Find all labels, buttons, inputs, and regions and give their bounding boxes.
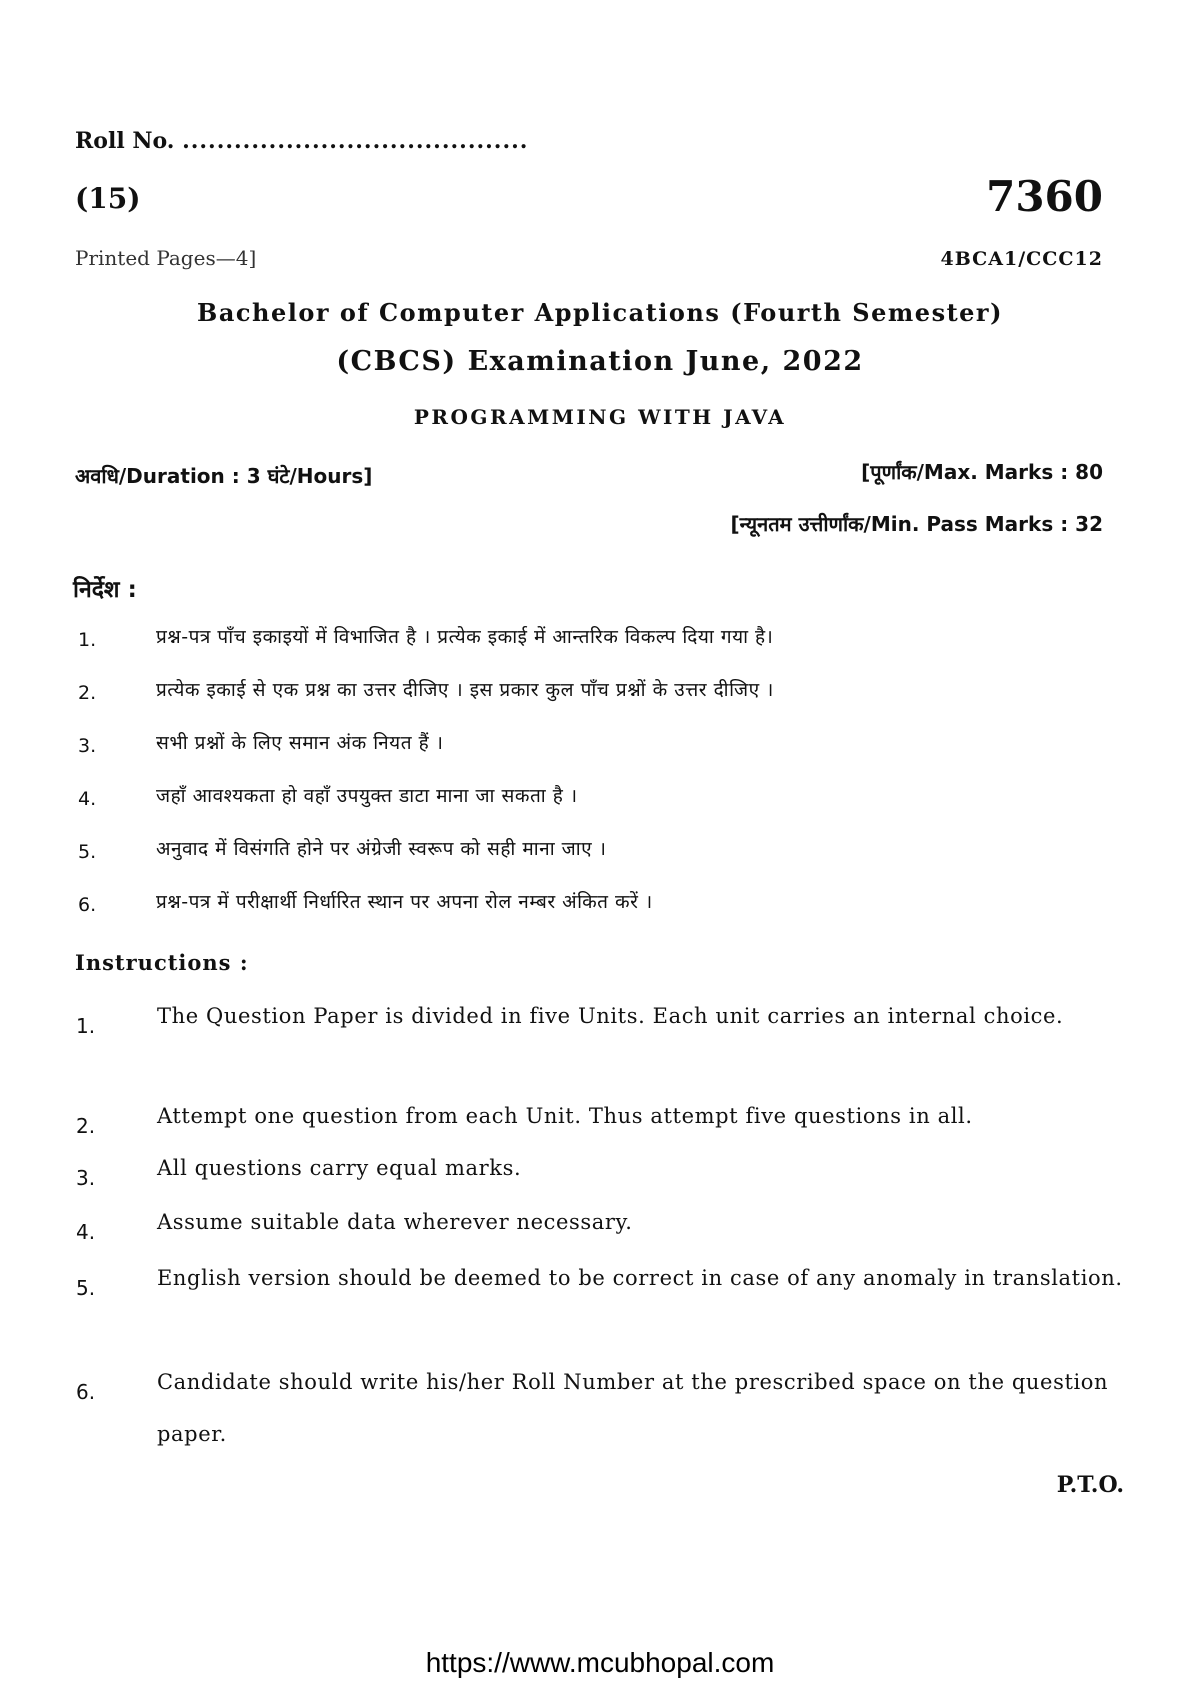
item-number: 6.: [76, 1380, 96, 1404]
item-text: सभी प्रश्नों के लिए समान अंक नियत हैं ।: [156, 732, 444, 754]
paper-number: 7360: [986, 172, 1103, 221]
roll-number-line: [75, 128, 528, 154]
item-text: प्रत्येक इकाई से एक प्रश्न का उत्तर दीजिए । इस प्रकार कुल पाँच प्रश्नों के उत्तर दीजिए ।: [156, 679, 774, 701]
item-number: 1.: [76, 1014, 96, 1038]
printed-pages: Printed Pages—4]: [75, 246, 257, 270]
item-number: 2.: [78, 682, 97, 704]
paper-code: (15): [75, 182, 141, 215]
exam-title: (CBCS) Examination June, 2022: [336, 346, 864, 377]
item-number: 6.: [78, 894, 97, 916]
item-text: Assume suitable data wherever necessary.: [157, 1210, 633, 1234]
item-text: जहाँ आवश्यकता हो वहाँ उपयुक्त डाटा माना जा सकता है ।: [156, 785, 578, 807]
item-number: 5.: [76, 1276, 96, 1300]
item-text: The Question Paper is divided in five Units. Each unit carries an internal choice.: [157, 1004, 1064, 1028]
item-number: 4.: [78, 788, 97, 810]
item-text: प्रश्न-पत्र में परीक्षार्थी निर्धारित स्थान पर अपना रोल नम्बर अंकित करें ।: [156, 891, 653, 913]
roll-number-blank: ........................................: [182, 128, 529, 154]
item-number: 3.: [76, 1166, 96, 1190]
roll-number-label: Roll No.: [75, 128, 175, 154]
max-marks: [पूर्णांक/Max. Marks : 80: [861, 460, 1103, 484]
item-text: Candidate should write his/her Roll Number at the prescribed space on the question paper.: [157, 1370, 1109, 1446]
course-title: Bachelor of Computer Applications (Fourth Semester): [197, 298, 1003, 327]
item-text: अनुवाद में विसंगति होने पर अंग्रेजी स्वरूप को सही माना जाए ।: [156, 838, 607, 860]
hindi-instructions-heading: निर्देश :: [73, 577, 137, 603]
item-number: 4.: [76, 1220, 96, 1244]
item-number: 5.: [78, 841, 97, 863]
paper-title: PROGRAMMING WITH JAVA: [413, 405, 787, 429]
website-url[interactable]: https://www.mcubhopal.com: [425, 1647, 775, 1678]
item-text: प्रश्न-पत्र पाँच इकाइयों में विभाजित है । प्रत्येक इकाई में आन्तरिक विकल्प दिया गया है।: [156, 626, 774, 648]
item-number: 1.: [78, 629, 97, 651]
item-number: 2.: [76, 1114, 96, 1138]
item-text: Attempt one question from each Unit. Thus attempt five questions in all.: [157, 1104, 973, 1128]
english-instructions-heading: Instructions :: [75, 950, 249, 975]
min-pass-marks: [न्यूनतम उत्तीर्णांक/Min. Pass Marks : 32: [730, 512, 1103, 536]
item-number: 3.: [78, 735, 97, 757]
subject-code: 4BCA1/CCC12: [940, 248, 1103, 270]
please-turn-over: P.T.O.: [1056, 1472, 1124, 1498]
item-text: English version should be deemed to be correct in case of any anomaly in translation.: [157, 1266, 1123, 1290]
item-text: All questions carry equal marks.: [157, 1156, 522, 1180]
duration: अवधि/Duration : 3 घंटे/Hours]: [75, 464, 373, 488]
